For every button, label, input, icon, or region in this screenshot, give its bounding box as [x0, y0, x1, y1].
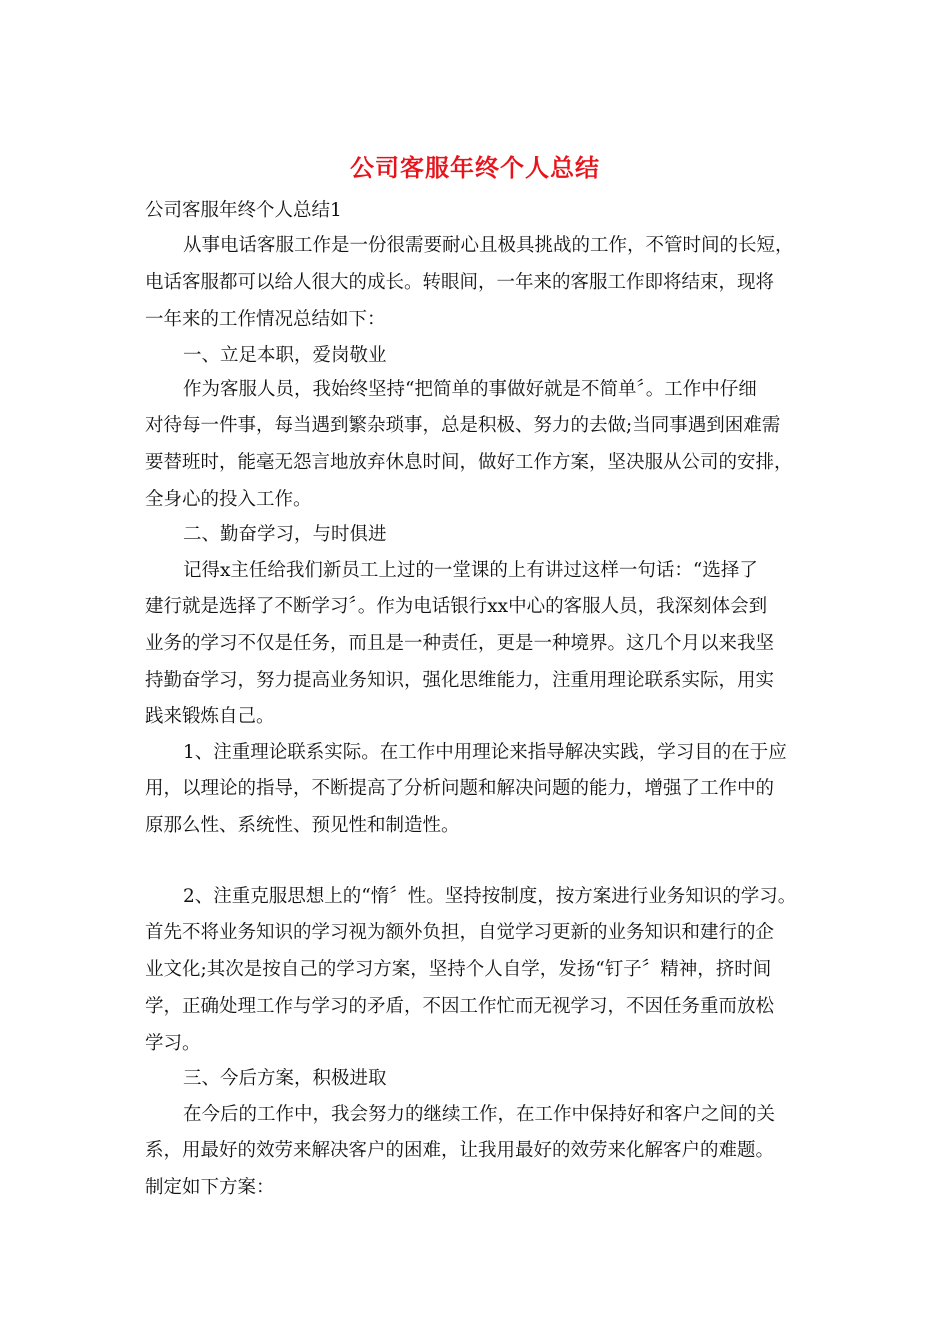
section-heading: 三、今后方案，积极进取 — [183, 1068, 387, 1089]
paragraph-line: 学，正确处理工作与学习的矛盾，不因工作忙而无视学习，不因任务重而放松 — [145, 996, 775, 1017]
document-subtitle: 公司客服年终个人总结1 — [145, 200, 342, 221]
paragraph-line: 建行就是选择了不断学习〞。作为电话银行xx中心的客服人员，我深刻体会到 — [145, 596, 768, 617]
paragraph-line: 制定如下方案： — [145, 1177, 275, 1198]
paragraph-line: 原那么性、系统性、预见性和制造性。 — [145, 815, 460, 836]
paragraph-line: 作为客服人员，我始终坚持“把简单的事做好就是不简单〞。工作中仔细 — [183, 379, 757, 400]
paragraph-line: 系，用最好的效劳来解决客户的困难，让我用最好的效劳来化解客户的难题。 — [145, 1140, 775, 1161]
paragraph-line: 用，以理论的指导，不断提高了分析问题和解决问题的能力，增强了工作中的 — [145, 778, 775, 799]
paragraph-line: 在今后的工作中，我会努力的继续工作，在工作中保持好和客户之间的关 — [183, 1104, 776, 1125]
paragraph-line: 1、注重理论联系实际。在工作中用理论来指导解决实践，学习目的在于应 — [183, 742, 787, 763]
paragraph-line: 业文化;其次是按自己的学习方案，坚持个人自学，发扬“钉子〞精神，挤时间 — [145, 959, 772, 980]
paragraph-line: 学习。 — [145, 1033, 201, 1054]
paragraph-line: 践来锻炼自己。 — [145, 706, 275, 727]
section-heading: 二、勤奋学习，与时俱进 — [183, 524, 387, 545]
paragraph-line: 2、注重克服思想上的“惰〞性。坚持按制度，按方案进行业务知识的学习。 — [183, 886, 797, 907]
paragraph-line: 要替班时，能毫无怨言地放弃休息时间，做好工作方案，坚决服从公司的安排， — [145, 452, 793, 473]
paragraph-line: 电话客服都可以给人很大的成长。转眼间，一年来的客服工作即将结束，现将 — [145, 272, 775, 293]
paragraph-line: 一年来的工作情况总结如下： — [145, 309, 386, 330]
document-title: 公司客服年终个人总结 — [350, 153, 600, 182]
section-heading: 一、立足本职，爱岗敬业 — [183, 345, 387, 366]
paragraph-line: 持勤奋学习，努力提高业务知识，强化思维能力，注重用理论联系实际，用实 — [145, 670, 775, 691]
paragraph-line: 对待每一件事，每当遇到繁杂琐事，总是积极、努力的去做;当同事遇到困难需 — [145, 415, 781, 436]
paragraph-line: 首先不将业务知识的学习视为额外负担，自觉学习更新的业务知识和建行的企 — [145, 922, 775, 943]
paragraph-line: 从事电话客服工作是一份很需要耐心且极具挑战的工作，不管时间的长短， — [183, 235, 794, 256]
paragraph-line: 业务的学习不仅是任务，而且是一种责任，更是一种境界。这几个月以来我坚 — [145, 633, 775, 654]
paragraph-line: 记得x主任给我们新员工上过的一堂课的上有讲过这样一句话：“选择了 — [183, 560, 758, 581]
paragraph-line: 全身心的投入工作。 — [145, 489, 312, 510]
